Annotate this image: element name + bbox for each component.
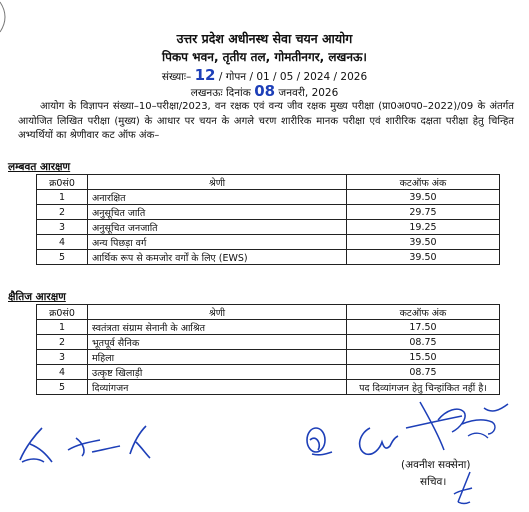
section-title-horizontal: क्षैतिज आरक्षण [8, 291, 66, 303]
category-cell: भूतपूर्व सैनिक [88, 335, 347, 350]
date-prefix: लखनऊः दिनांक [190, 87, 251, 99]
table-row [37, 250, 500, 265]
cutoff-cell: पद दिव्यांगजन हेतु चिन्हांकित नहीं है। [347, 380, 500, 395]
category-cell: अन्य पिछड़ा वर्ग [88, 235, 347, 250]
signature-3 [352, 420, 402, 460]
table-row [37, 335, 500, 350]
col-header-cutoff: कटऑफ अंक [347, 305, 500, 320]
date-day: 08 [254, 82, 276, 100]
category-cell: उत्कृष्ट खिलाड़ी [88, 365, 347, 380]
serial-cell: 4 [37, 235, 88, 250]
category-cell: महिला [88, 350, 347, 365]
serial-cell: 1 [37, 190, 88, 205]
col-header-category: श्रेणी [88, 305, 347, 320]
table-row [37, 380, 500, 395]
cutoff-cell: 08.75 [347, 365, 500, 380]
table-row [37, 220, 500, 235]
table-row [37, 365, 500, 380]
date-line [0, 82, 529, 100]
signature-1 [12, 418, 162, 468]
cutoff-cell: 15.50 [347, 350, 500, 365]
category-cell: अनारक्षित [88, 190, 347, 205]
serial-cell: 3 [37, 350, 88, 365]
section-title-vertical: लम्बवत आरक्षण [8, 161, 71, 173]
ref-prefix: संख्याः– [161, 71, 192, 83]
org-title: उत्तर प्रदेश अधीनस्थ सेवा चयन आयोग [176, 31, 353, 46]
col-header-serial: क्र0सं0 [37, 305, 88, 320]
category-cell: आर्थिक रूप से कमजोर वर्गों के लिए (EWS) [88, 250, 347, 265]
category-cell: स्वतंत्रता संग्राम सेनानी के आश्रित [88, 320, 347, 335]
signature-2 [298, 420, 338, 460]
horizontal-reservation-table [36, 304, 500, 395]
serial-cell: 2 [37, 205, 88, 220]
table-row [37, 205, 500, 220]
signatory-name: (अवनीश सक्सेना) [401, 459, 471, 471]
serial-cell: 4 [37, 365, 88, 380]
serial-cell: 5 [37, 250, 88, 265]
table-header-row [37, 305, 500, 320]
signature-secretary [398, 398, 514, 460]
serial-cell: 2 [37, 335, 88, 350]
vertical-reservation-table [36, 174, 500, 265]
table-header-row [37, 175, 500, 190]
category-cell: दिव्यांगजन [88, 380, 347, 395]
ref-number: 12 [194, 66, 216, 84]
signatory-designation: सचिव। [420, 476, 447, 488]
cutoff-cell: 39.50 [347, 235, 500, 250]
col-header-cutoff: कटऑफ अंक [347, 175, 500, 190]
corner-mark [0, 0, 12, 34]
table-row [37, 235, 500, 250]
category-cell: अनुसूचित जाति [88, 205, 347, 220]
date-suffix: जनवरी, 2026 [278, 87, 339, 99]
cutoff-cell: 39.50 [347, 190, 500, 205]
table-row [37, 350, 500, 365]
serial-cell: 3 [37, 220, 88, 235]
signature-initial [448, 468, 478, 508]
col-header-serial: क्र0सं0 [37, 175, 88, 190]
org-address: पिकप भवन, तृतीय तल, गोमतीनगर, लखनऊ। [162, 50, 367, 64]
cutoff-cell: 17.50 [347, 320, 500, 335]
serial-cell: 5 [37, 380, 88, 395]
serial-cell: 1 [37, 320, 88, 335]
cutoff-cell: 19.25 [347, 220, 500, 235]
intro-paragraph: आयोग के विज्ञापन संख्या–10–परीक्षा/2023, वन रक्षक एवं वन्य जीव रक्षक मुख्य परीक्षा (प्रा0अ0प0–2022)/09 के अंतर्गत आयोजित लिखित परीक्षा (मुख्य) के आधार पर चयन के अगले चरण शारीरिक मानक परीक्षा एवं शारीरिक दक्षता परीक्षा हेतु चिन्हित अभ्यर्थियों का श्रेणीवार कट ऑफ अंक– [18, 101, 514, 141]
cutoff-cell: 29.75 [347, 205, 500, 220]
cutoff-cell: 39.50 [347, 250, 500, 265]
category-cell: अनुसूचित जनजाति [88, 220, 347, 235]
ref-suffix: / गोपन / 01 / 05 / 2024 / 2026 [218, 71, 368, 83]
table-row [37, 320, 500, 335]
col-header-category: श्रेणी [88, 175, 347, 190]
cutoff-cell: 08.75 [347, 335, 500, 350]
table-row [37, 190, 500, 205]
